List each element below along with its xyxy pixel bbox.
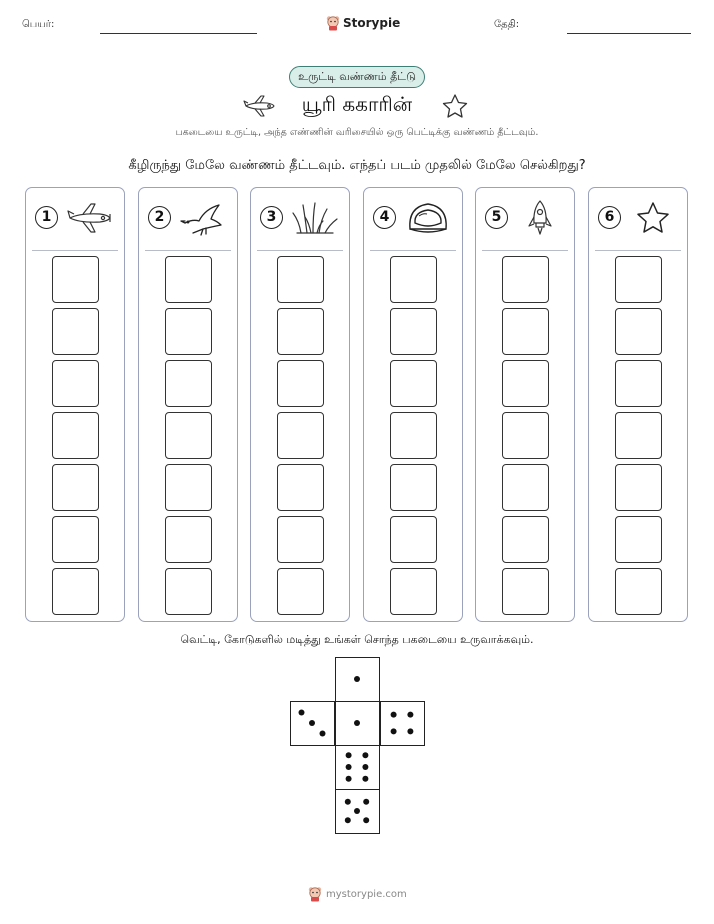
dice-pip bbox=[346, 752, 352, 758]
color-box[interactable] bbox=[615, 412, 662, 459]
column-header bbox=[26, 188, 124, 250]
column-header bbox=[251, 188, 349, 250]
brand-logo bbox=[326, 13, 400, 33]
astronaut-helmet-icon bbox=[404, 199, 452, 237]
dice-pips bbox=[336, 746, 378, 788]
dice-pips bbox=[336, 658, 378, 700]
color-box[interactable] bbox=[165, 568, 212, 615]
color-box[interactable] bbox=[52, 412, 99, 459]
color-box[interactable] bbox=[277, 568, 324, 615]
color-box[interactable] bbox=[52, 308, 99, 355]
color-box[interactable] bbox=[615, 516, 662, 563]
color-box[interactable] bbox=[277, 256, 324, 303]
color-box[interactable] bbox=[390, 568, 437, 615]
name-label: பெயர்: bbox=[22, 19, 55, 30]
color-box[interactable] bbox=[502, 464, 549, 511]
color-box[interactable] bbox=[52, 568, 99, 615]
color-box[interactable] bbox=[615, 464, 662, 511]
color-box[interactable] bbox=[165, 516, 212, 563]
dice-pip bbox=[363, 817, 369, 823]
dice-pip bbox=[354, 808, 360, 814]
color-box[interactable] bbox=[277, 516, 324, 563]
dice-pip bbox=[346, 776, 352, 782]
color-box[interactable] bbox=[277, 308, 324, 355]
subtitle: பகடையை உருட்டி, அந்த எண்ணின் வரிசையில் ஒரு பெட்டிக்கு வண்ணம் தீட்டவும். bbox=[175, 127, 539, 138]
dice-pip bbox=[346, 764, 352, 770]
color-box[interactable] bbox=[502, 516, 549, 563]
dice-pip bbox=[362, 764, 368, 770]
color-box[interactable] bbox=[502, 308, 549, 355]
dice-pip bbox=[407, 728, 413, 734]
dice-pip bbox=[362, 776, 368, 782]
color-box[interactable] bbox=[615, 256, 662, 303]
column-number: 5 bbox=[485, 206, 508, 229]
grass-icon bbox=[291, 199, 339, 237]
column-number: 6 bbox=[598, 206, 621, 229]
page-title: யூரி ககாரின் bbox=[301, 92, 413, 116]
column-3 bbox=[250, 187, 350, 622]
dice-face-3 bbox=[290, 701, 335, 746]
date-line[interactable] bbox=[567, 33, 691, 34]
color-box[interactable] bbox=[390, 516, 437, 563]
column-divider bbox=[32, 250, 118, 251]
color-box[interactable] bbox=[615, 568, 662, 615]
dice-face-4 bbox=[380, 701, 425, 746]
color-box[interactable] bbox=[165, 256, 212, 303]
mascot-icon bbox=[326, 15, 340, 31]
dice-pip bbox=[362, 752, 368, 758]
color-box[interactable] bbox=[165, 464, 212, 511]
star-icon bbox=[440, 92, 470, 120]
color-box[interactable] bbox=[615, 308, 662, 355]
color-box[interactable] bbox=[165, 360, 212, 407]
color-box[interactable] bbox=[390, 256, 437, 303]
dice-pip bbox=[391, 728, 397, 734]
dice-pips bbox=[336, 790, 378, 832]
color-box[interactable] bbox=[502, 360, 549, 407]
dice-pip bbox=[345, 799, 351, 805]
activity-badge: உருட்டி வண்ணம் தீட்டு bbox=[289, 66, 425, 88]
column-number: 2 bbox=[148, 206, 171, 229]
color-box[interactable] bbox=[502, 568, 549, 615]
column-5 bbox=[475, 187, 575, 622]
dice-instruction: வெட்டி, கோடுகளில் மடித்து உங்கள் சொந்த பகடையை உருவாக்கவும். bbox=[180, 633, 534, 646]
dice-pip bbox=[354, 720, 360, 726]
dice-pip bbox=[407, 712, 413, 718]
dice-face-1 bbox=[335, 701, 380, 746]
rocket-icon bbox=[516, 199, 564, 237]
bird-icon bbox=[179, 199, 227, 237]
color-box[interactable] bbox=[277, 464, 324, 511]
color-box[interactable] bbox=[390, 308, 437, 355]
dice-pip bbox=[320, 731, 326, 737]
column-2 bbox=[138, 187, 238, 622]
color-box[interactable] bbox=[52, 256, 99, 303]
color-box[interactable] bbox=[502, 256, 549, 303]
column-number: 4 bbox=[373, 206, 396, 229]
brand-name: Storypie bbox=[343, 16, 401, 30]
column-1 bbox=[25, 187, 125, 622]
color-box[interactable] bbox=[615, 360, 662, 407]
dice-pip bbox=[345, 817, 351, 823]
color-box[interactable] bbox=[502, 412, 549, 459]
column-header bbox=[139, 188, 237, 250]
column-header bbox=[364, 188, 462, 250]
name-line[interactable] bbox=[100, 33, 257, 34]
color-box[interactable] bbox=[277, 360, 324, 407]
dice-face-1 bbox=[335, 657, 380, 702]
dice-face-5 bbox=[335, 789, 380, 834]
dice-pips bbox=[291, 702, 333, 744]
question: கீழிருந்து மேலே வண்ணம் தீட்டவும். எந்தப் படம் முதலில் மேலே செல்கிறது? bbox=[128, 158, 586, 173]
dice-pips bbox=[381, 702, 423, 744]
dice-pips bbox=[336, 702, 378, 744]
column-header bbox=[589, 188, 687, 250]
dice-pip bbox=[299, 710, 305, 716]
color-box[interactable] bbox=[277, 412, 324, 459]
dice-face-6 bbox=[335, 745, 380, 790]
column-divider bbox=[257, 250, 343, 251]
dice-pip bbox=[391, 712, 397, 718]
color-box[interactable] bbox=[390, 412, 437, 459]
column-divider bbox=[595, 250, 681, 251]
footer-mascot-icon bbox=[308, 886, 322, 902]
column-4 bbox=[363, 187, 463, 622]
footer-url[interactable]: mystorypie.com bbox=[326, 888, 407, 900]
column-6 bbox=[588, 187, 688, 622]
color-box[interactable] bbox=[390, 464, 437, 511]
dice-pip bbox=[363, 799, 369, 805]
column-header bbox=[476, 188, 574, 250]
column-number: 3 bbox=[260, 206, 283, 229]
color-box[interactable] bbox=[52, 464, 99, 511]
column-divider bbox=[145, 250, 231, 251]
date-label: தேதி: bbox=[494, 19, 520, 30]
color-box[interactable] bbox=[165, 308, 212, 355]
color-box[interactable] bbox=[165, 412, 212, 459]
column-divider bbox=[482, 250, 568, 251]
airplane-icon bbox=[66, 199, 114, 237]
footer bbox=[308, 884, 407, 904]
column-number: 1 bbox=[35, 206, 58, 229]
column-divider bbox=[370, 250, 456, 251]
dice-pip bbox=[354, 676, 360, 682]
color-box[interactable] bbox=[52, 516, 99, 563]
star-icon bbox=[629, 199, 677, 237]
dice-pip bbox=[309, 720, 315, 726]
color-box[interactable] bbox=[52, 360, 99, 407]
color-box[interactable] bbox=[390, 360, 437, 407]
